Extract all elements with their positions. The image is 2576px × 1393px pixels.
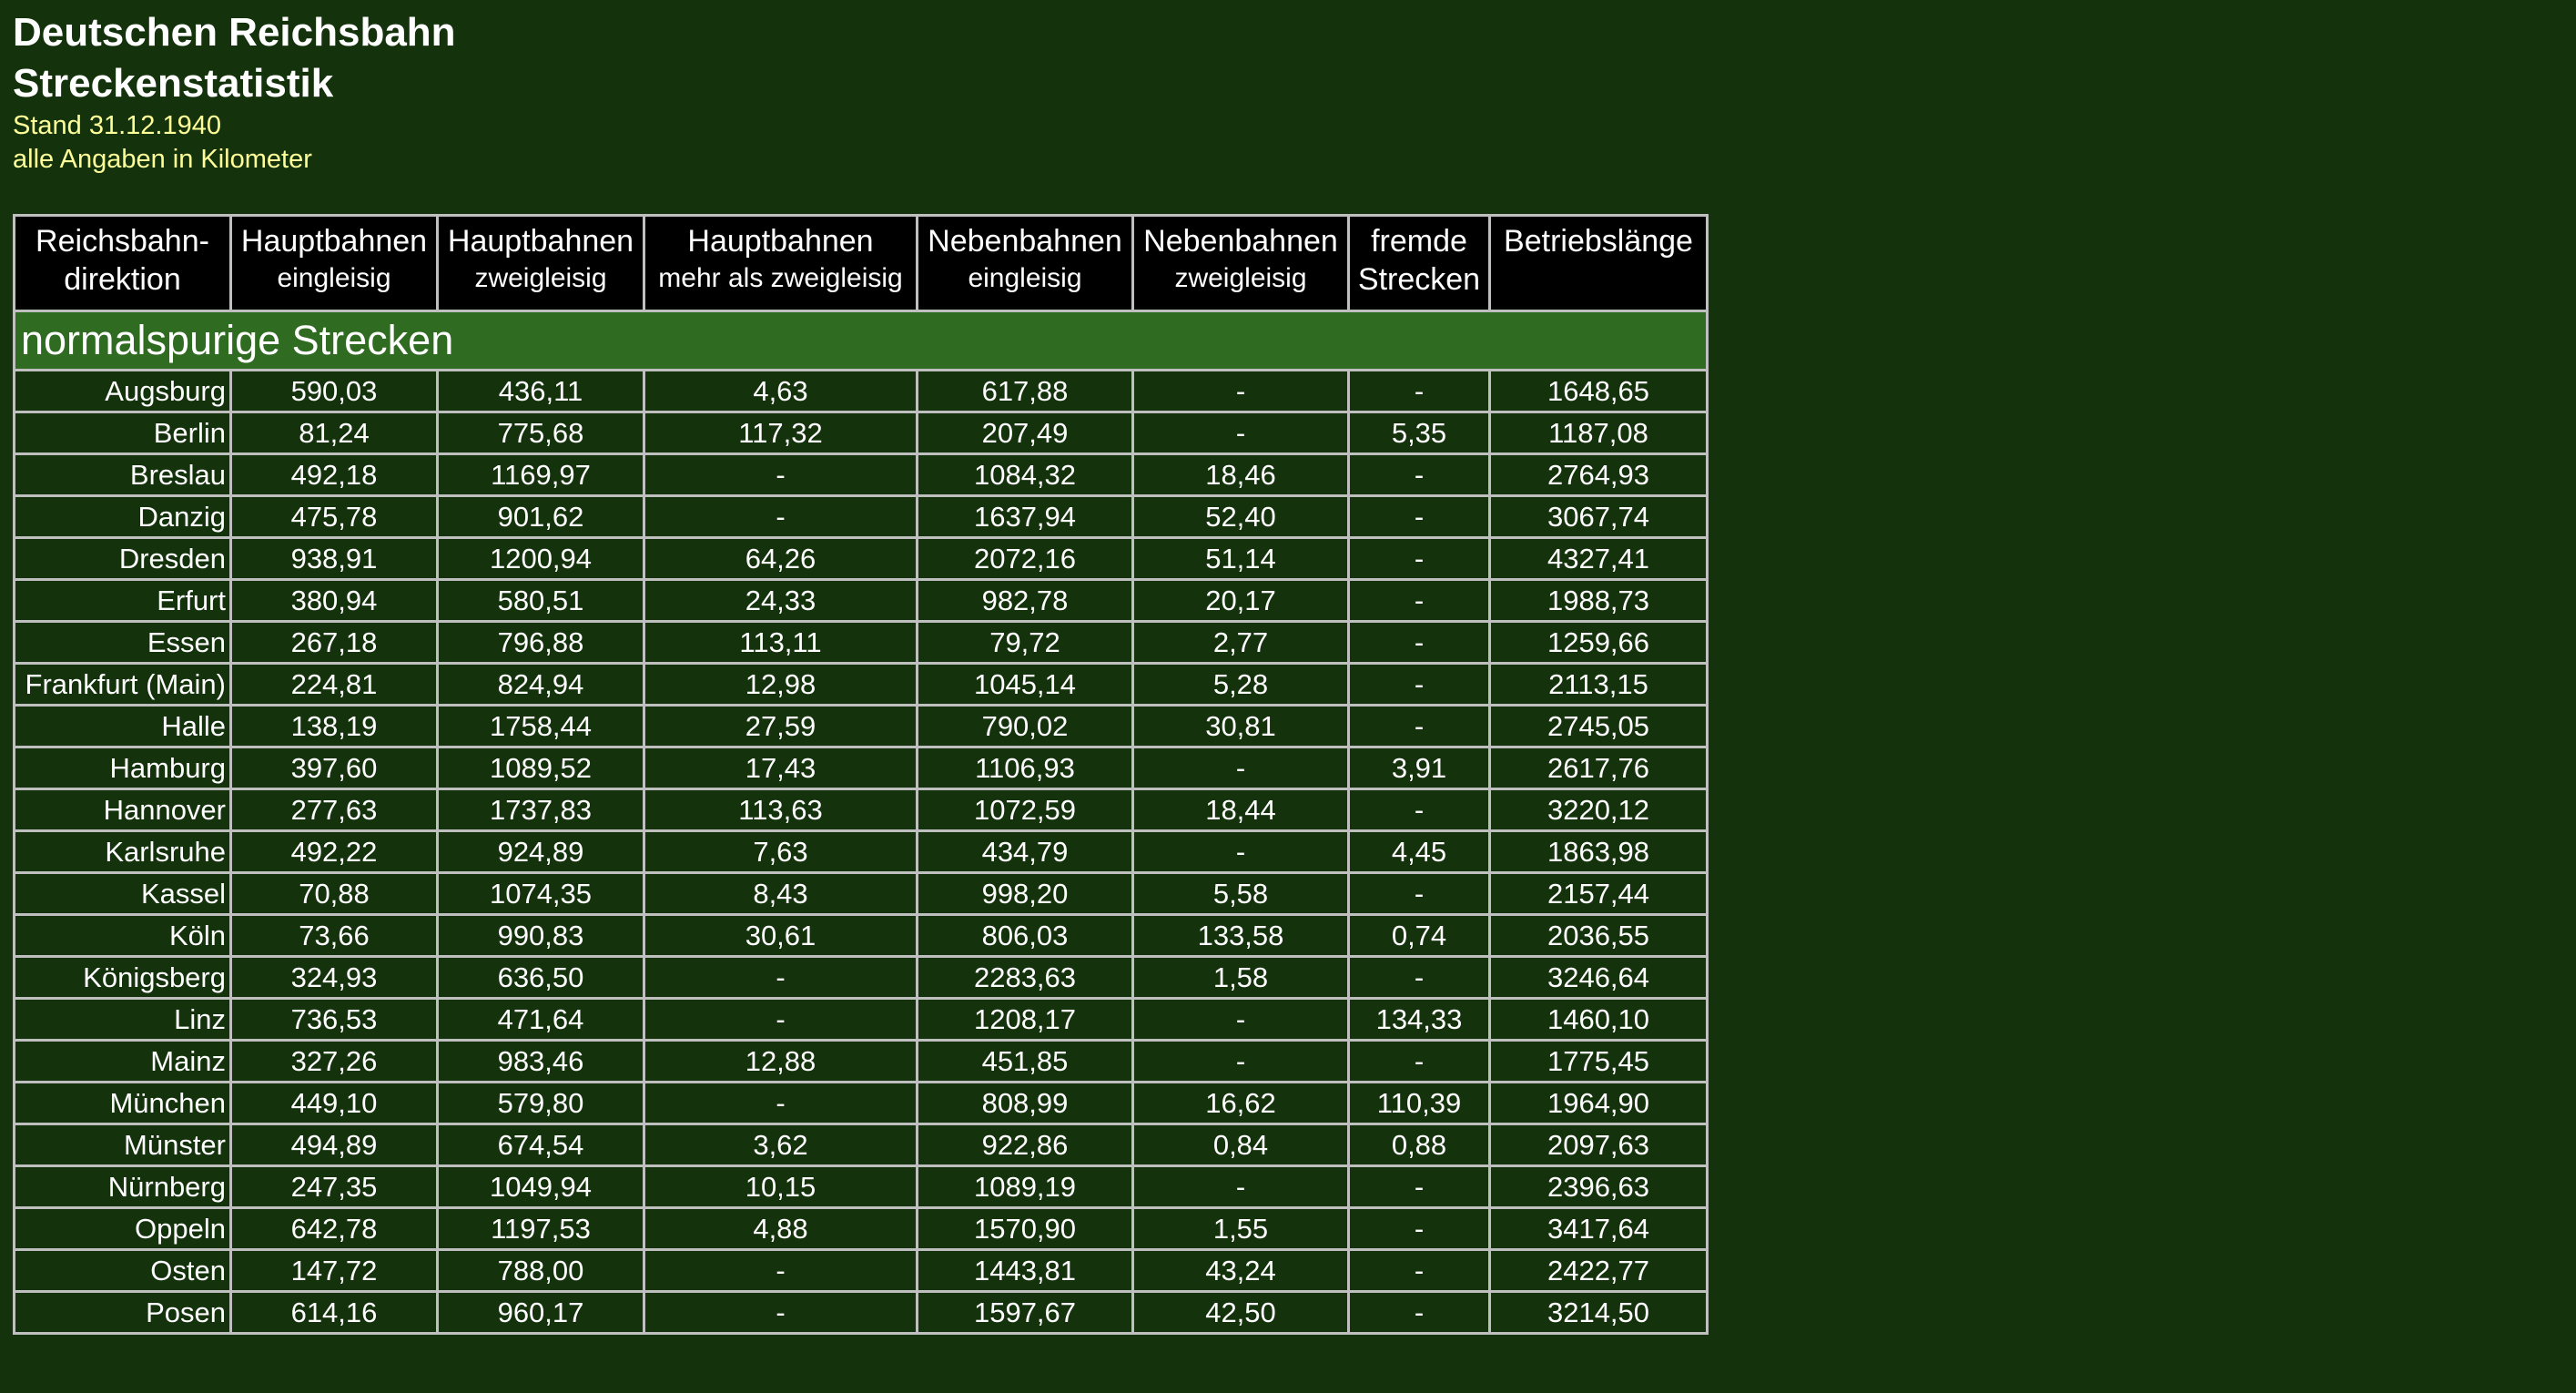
value-cell: 788,00 bbox=[438, 1250, 644, 1292]
value-cell: 580,51 bbox=[438, 580, 644, 622]
value-cell: 614,16 bbox=[231, 1292, 438, 1334]
value-cell: - bbox=[644, 1083, 918, 1124]
value-cell: 471,64 bbox=[438, 999, 644, 1041]
direktion-name-cell: München bbox=[15, 1083, 231, 1124]
value-cell: 18,44 bbox=[1133, 789, 1349, 831]
value-cell: 147,72 bbox=[231, 1250, 438, 1292]
value-cell: 134,33 bbox=[1349, 999, 1490, 1041]
value-cell: 117,32 bbox=[644, 412, 918, 454]
value-cell: 138,19 bbox=[231, 706, 438, 747]
table-row bbox=[15, 1208, 1708, 1250]
value-cell: 922,86 bbox=[918, 1124, 1133, 1166]
value-cell: 3246,64 bbox=[1490, 957, 1708, 999]
column-header-main: Nebenbahnen bbox=[928, 224, 1122, 259]
table-caption-row bbox=[15, 311, 1708, 371]
value-cell: 51,14 bbox=[1133, 538, 1349, 580]
direktion-name-cell: Danzig bbox=[15, 496, 231, 538]
value-cell: - bbox=[644, 454, 918, 496]
value-cell: - bbox=[1349, 454, 1490, 496]
column-header bbox=[918, 216, 1133, 311]
value-cell: 775,68 bbox=[438, 412, 644, 454]
direktion-name-cell: Essen bbox=[15, 622, 231, 664]
table-row bbox=[15, 1041, 1708, 1083]
value-cell: 0,74 bbox=[1349, 915, 1490, 957]
value-cell: 494,89 bbox=[231, 1124, 438, 1166]
table-row bbox=[15, 831, 1708, 873]
value-cell: 1089,19 bbox=[918, 1166, 1133, 1208]
value-cell: 790,02 bbox=[918, 706, 1133, 747]
value-cell: 1259,66 bbox=[1490, 622, 1708, 664]
value-cell: 642,78 bbox=[231, 1208, 438, 1250]
value-cell: 1084,32 bbox=[918, 454, 1133, 496]
column-header-main: Betriebslänge bbox=[1504, 224, 1693, 259]
direktion-name-cell: Osten bbox=[15, 1250, 231, 1292]
value-cell: - bbox=[1133, 1166, 1349, 1208]
value-cell: 451,85 bbox=[918, 1041, 1133, 1083]
value-cell: 492,18 bbox=[231, 454, 438, 496]
value-cell: 2764,93 bbox=[1490, 454, 1708, 496]
column-header bbox=[1349, 216, 1490, 311]
value-cell: 982,78 bbox=[918, 580, 1133, 622]
table-row bbox=[15, 957, 1708, 999]
stand-date: Stand 31.12.1940 bbox=[13, 111, 221, 140]
value-cell: 1570,90 bbox=[918, 1208, 1133, 1250]
value-cell: 1045,14 bbox=[918, 664, 1133, 706]
value-cell: 1200,94 bbox=[438, 538, 644, 580]
value-cell: 1964,90 bbox=[1490, 1083, 1708, 1124]
value-cell: 113,63 bbox=[644, 789, 918, 831]
value-cell: 12,98 bbox=[644, 664, 918, 706]
value-cell: 73,66 bbox=[231, 915, 438, 957]
value-cell: 475,78 bbox=[231, 496, 438, 538]
table-row bbox=[15, 1124, 1708, 1166]
column-header bbox=[1133, 216, 1349, 311]
column-header-main: Hauptbahnen bbox=[687, 224, 874, 259]
value-cell: 43,24 bbox=[1133, 1250, 1349, 1292]
page-title-line2: Streckenstatistik bbox=[13, 61, 334, 106]
value-cell: 590,03 bbox=[231, 371, 438, 412]
table-row bbox=[15, 580, 1708, 622]
direktion-name-cell: Karlsruhe bbox=[15, 831, 231, 873]
column-header bbox=[438, 216, 644, 311]
direktion-name-cell: Frankfurt (Main) bbox=[15, 664, 231, 706]
column-header-sub: zweigleisig bbox=[1174, 263, 1307, 293]
value-cell: 18,46 bbox=[1133, 454, 1349, 496]
value-cell: 1208,17 bbox=[918, 999, 1133, 1041]
value-cell: 20,17 bbox=[1133, 580, 1349, 622]
value-cell: - bbox=[1133, 371, 1349, 412]
value-cell: 2422,77 bbox=[1490, 1250, 1708, 1292]
column-header bbox=[15, 216, 231, 311]
column-header-sub: zweigleisig bbox=[474, 263, 607, 293]
table-row bbox=[15, 1292, 1708, 1334]
direktion-name-cell: Hamburg bbox=[15, 747, 231, 789]
table-row bbox=[15, 496, 1708, 538]
table-row bbox=[15, 915, 1708, 957]
value-cell: - bbox=[1349, 706, 1490, 747]
column-header-main: fremde bbox=[1371, 224, 1467, 259]
value-cell: 5,28 bbox=[1133, 664, 1349, 706]
value-cell: - bbox=[1349, 1250, 1490, 1292]
value-cell: - bbox=[1349, 873, 1490, 915]
value-cell: 324,93 bbox=[231, 957, 438, 999]
value-cell: 998,20 bbox=[918, 873, 1133, 915]
value-cell: 8,43 bbox=[644, 873, 918, 915]
value-cell: 3214,50 bbox=[1490, 1292, 1708, 1334]
value-cell: 81,24 bbox=[231, 412, 438, 454]
value-cell: 1460,10 bbox=[1490, 999, 1708, 1041]
column-header-sub: eingleisig bbox=[277, 263, 391, 293]
value-cell: 277,63 bbox=[231, 789, 438, 831]
table-row bbox=[15, 454, 1708, 496]
value-cell: 1637,94 bbox=[918, 496, 1133, 538]
column-header-main: Reichsbahn- bbox=[35, 224, 209, 259]
column-header-sub: direktion bbox=[64, 262, 181, 297]
value-cell: 1049,94 bbox=[438, 1166, 644, 1208]
value-cell: - bbox=[644, 957, 918, 999]
value-cell: 1,55 bbox=[1133, 1208, 1349, 1250]
value-cell: - bbox=[1349, 789, 1490, 831]
column-header-main: Nebenbahnen bbox=[1143, 224, 1338, 259]
direktion-name-cell: Dresden bbox=[15, 538, 231, 580]
table-row bbox=[15, 412, 1708, 454]
value-cell: 4327,41 bbox=[1490, 538, 1708, 580]
column-header-sub: mehr als zweigleisig bbox=[658, 263, 903, 293]
value-cell: - bbox=[644, 1250, 918, 1292]
value-cell: 2617,76 bbox=[1490, 747, 1708, 789]
direktion-name-cell: Halle bbox=[15, 706, 231, 747]
table-row bbox=[15, 664, 1708, 706]
value-cell: - bbox=[1349, 664, 1490, 706]
column-header-sub: Strecken bbox=[1357, 262, 1481, 297]
value-cell: 3,62 bbox=[644, 1124, 918, 1166]
table-header bbox=[15, 216, 1708, 311]
column-header-main: Hauptbahnen bbox=[447, 224, 634, 259]
value-cell: - bbox=[644, 999, 918, 1041]
value-cell: 1,58 bbox=[1133, 957, 1349, 999]
value-cell: - bbox=[1349, 1292, 1490, 1334]
value-cell: 2745,05 bbox=[1490, 706, 1708, 747]
value-cell: 1737,83 bbox=[438, 789, 644, 831]
value-cell: 924,89 bbox=[438, 831, 644, 873]
direktion-name-cell: Breslau bbox=[15, 454, 231, 496]
value-cell: 808,99 bbox=[918, 1083, 1133, 1124]
value-cell: 113,11 bbox=[644, 622, 918, 664]
table-row bbox=[15, 789, 1708, 831]
value-cell: - bbox=[1349, 371, 1490, 412]
value-cell: 30,61 bbox=[644, 915, 918, 957]
value-cell: 1443,81 bbox=[918, 1250, 1133, 1292]
value-cell: 2072,16 bbox=[918, 538, 1133, 580]
value-cell: 1758,44 bbox=[438, 706, 644, 747]
value-cell: - bbox=[1349, 1208, 1490, 1250]
value-cell: 3417,64 bbox=[1490, 1208, 1708, 1250]
value-cell: 1089,52 bbox=[438, 747, 644, 789]
value-cell: - bbox=[1133, 1041, 1349, 1083]
value-cell: 133,58 bbox=[1133, 915, 1349, 957]
direktion-name-cell: Oppeln bbox=[15, 1208, 231, 1250]
value-cell: 1072,59 bbox=[918, 789, 1133, 831]
value-cell: 70,88 bbox=[231, 873, 438, 915]
value-cell: 3,91 bbox=[1349, 747, 1490, 789]
value-cell: 380,94 bbox=[231, 580, 438, 622]
value-cell: 1988,73 bbox=[1490, 580, 1708, 622]
value-cell: 267,18 bbox=[231, 622, 438, 664]
value-cell: 938,91 bbox=[231, 538, 438, 580]
value-cell: 2283,63 bbox=[918, 957, 1133, 999]
value-cell: 901,62 bbox=[438, 496, 644, 538]
direktion-name-cell: Königsberg bbox=[15, 957, 231, 999]
table-row bbox=[15, 999, 1708, 1041]
value-cell: 2113,15 bbox=[1490, 664, 1708, 706]
value-cell: 674,54 bbox=[438, 1124, 644, 1166]
table-body bbox=[15, 371, 1708, 1334]
value-cell: 617,88 bbox=[918, 371, 1133, 412]
value-cell: 1863,98 bbox=[1490, 831, 1708, 873]
value-cell: 64,26 bbox=[644, 538, 918, 580]
value-cell: - bbox=[1349, 538, 1490, 580]
value-cell: 4,88 bbox=[644, 1208, 918, 1250]
value-cell: - bbox=[1133, 412, 1349, 454]
value-cell: 434,79 bbox=[918, 831, 1133, 873]
value-cell: 1775,45 bbox=[1490, 1041, 1708, 1083]
table-row bbox=[15, 873, 1708, 915]
value-cell: 990,83 bbox=[438, 915, 644, 957]
value-cell: 3067,74 bbox=[1490, 496, 1708, 538]
value-cell: - bbox=[1349, 580, 1490, 622]
value-cell: 492,22 bbox=[231, 831, 438, 873]
value-cell: 52,40 bbox=[1133, 496, 1349, 538]
direktion-name-cell: Augsburg bbox=[15, 371, 231, 412]
page-header bbox=[13, 7, 456, 177]
value-cell: 636,50 bbox=[438, 957, 644, 999]
page-title-line1: Deutschen Reichsbahn bbox=[13, 10, 456, 55]
column-header-sub: eingleisig bbox=[968, 263, 1082, 293]
value-cell: 24,33 bbox=[644, 580, 918, 622]
table-row bbox=[15, 538, 1708, 580]
table-row bbox=[15, 1083, 1708, 1124]
value-cell: 436,11 bbox=[438, 371, 644, 412]
value-cell: 17,43 bbox=[644, 747, 918, 789]
direktion-name-cell: Kassel bbox=[15, 873, 231, 915]
statistics-table bbox=[13, 214, 1709, 1335]
direktion-name-cell: Münster bbox=[15, 1124, 231, 1166]
value-cell: - bbox=[1349, 622, 1490, 664]
value-cell: 1169,97 bbox=[438, 454, 644, 496]
value-cell: 327,26 bbox=[231, 1041, 438, 1083]
value-cell: 5,35 bbox=[1349, 412, 1490, 454]
column-header bbox=[644, 216, 918, 311]
value-cell: 110,39 bbox=[1349, 1083, 1490, 1124]
units-note: alle Angaben in Kilometer bbox=[13, 145, 312, 174]
direktion-name-cell: Linz bbox=[15, 999, 231, 1041]
table-row bbox=[15, 1250, 1708, 1292]
value-cell: 30,81 bbox=[1133, 706, 1349, 747]
value-cell: 27,59 bbox=[644, 706, 918, 747]
table-row bbox=[15, 622, 1708, 664]
value-cell: 579,80 bbox=[438, 1083, 644, 1124]
value-cell: 16,62 bbox=[1133, 1083, 1349, 1124]
value-cell: - bbox=[1349, 1166, 1490, 1208]
value-cell: 1597,67 bbox=[918, 1292, 1133, 1334]
value-cell: 224,81 bbox=[231, 664, 438, 706]
table-row bbox=[15, 747, 1708, 789]
table-row bbox=[15, 1166, 1708, 1208]
value-cell: 12,88 bbox=[644, 1041, 918, 1083]
value-cell: 0,84 bbox=[1133, 1124, 1349, 1166]
value-cell: - bbox=[644, 1292, 918, 1334]
direktion-name-cell: Posen bbox=[15, 1292, 231, 1334]
value-cell: 42,50 bbox=[1133, 1292, 1349, 1334]
column-header bbox=[231, 216, 438, 311]
value-cell: 1106,93 bbox=[918, 747, 1133, 789]
value-cell: 247,35 bbox=[231, 1166, 438, 1208]
value-cell: 449,10 bbox=[231, 1083, 438, 1124]
value-cell: - bbox=[1133, 999, 1349, 1041]
value-cell: 3220,12 bbox=[1490, 789, 1708, 831]
value-cell: 983,46 bbox=[438, 1041, 644, 1083]
value-cell: 2157,44 bbox=[1490, 873, 1708, 915]
table-row bbox=[15, 371, 1708, 412]
value-cell: 2396,63 bbox=[1490, 1166, 1708, 1208]
value-cell: 1648,65 bbox=[1490, 371, 1708, 412]
value-cell: 4,45 bbox=[1349, 831, 1490, 873]
statistics-table-wrapper bbox=[13, 214, 1706, 1335]
value-cell: 0,88 bbox=[1349, 1124, 1490, 1166]
value-cell: 79,72 bbox=[918, 622, 1133, 664]
value-cell: - bbox=[644, 496, 918, 538]
table-row bbox=[15, 706, 1708, 747]
value-cell: 796,88 bbox=[438, 622, 644, 664]
value-cell: - bbox=[1133, 831, 1349, 873]
value-cell: 960,17 bbox=[438, 1292, 644, 1334]
value-cell: 1197,53 bbox=[438, 1208, 644, 1250]
value-cell: - bbox=[1349, 496, 1490, 538]
column-header bbox=[1490, 216, 1708, 311]
value-cell: 2036,55 bbox=[1490, 915, 1708, 957]
value-cell: 397,60 bbox=[231, 747, 438, 789]
value-cell: 1074,35 bbox=[438, 873, 644, 915]
value-cell: - bbox=[1349, 1041, 1490, 1083]
value-cell: 2097,63 bbox=[1490, 1124, 1708, 1166]
direktion-name-cell: Hannover bbox=[15, 789, 231, 831]
table-caption: normalspurige Strecken bbox=[15, 311, 1708, 371]
value-cell: 5,58 bbox=[1133, 873, 1349, 915]
value-cell: 10,15 bbox=[644, 1166, 918, 1208]
value-cell: 4,63 bbox=[644, 371, 918, 412]
direktion-name-cell: Erfurt bbox=[15, 580, 231, 622]
direktion-name-cell: Nürnberg bbox=[15, 1166, 231, 1208]
value-cell: 2,77 bbox=[1133, 622, 1349, 664]
header-row bbox=[15, 216, 1708, 311]
value-cell: - bbox=[1349, 957, 1490, 999]
value-cell: 736,53 bbox=[231, 999, 438, 1041]
direktion-name-cell: Berlin bbox=[15, 412, 231, 454]
value-cell: 806,03 bbox=[918, 915, 1133, 957]
value-cell: 207,49 bbox=[918, 412, 1133, 454]
column-header-main: Hauptbahnen bbox=[240, 224, 428, 259]
value-cell: 1187,08 bbox=[1490, 412, 1708, 454]
value-cell: 824,94 bbox=[438, 664, 644, 706]
value-cell: - bbox=[1133, 747, 1349, 789]
value-cell: 7,63 bbox=[644, 831, 918, 873]
direktion-name-cell: Mainz bbox=[15, 1041, 231, 1083]
direktion-name-cell: Köln bbox=[15, 915, 231, 957]
